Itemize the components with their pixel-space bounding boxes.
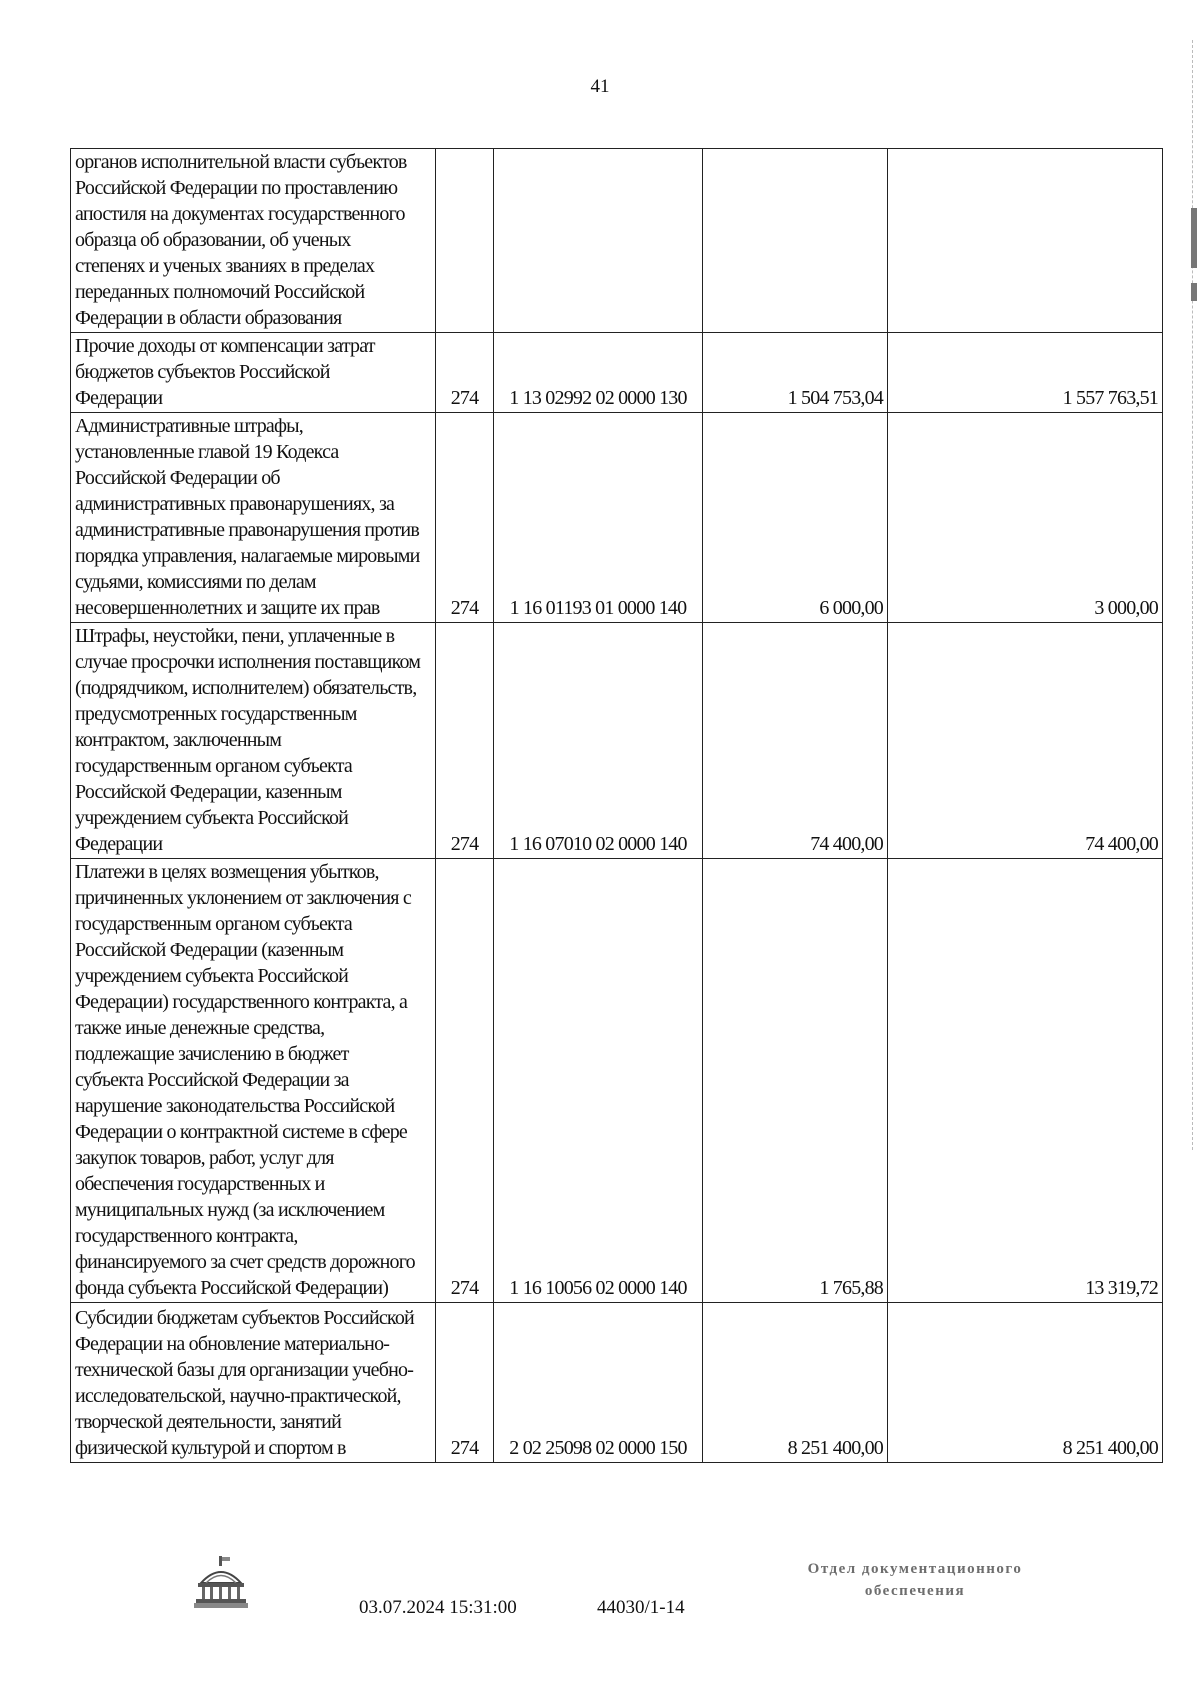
row-classification-code: 2 02 25098 02 0000 150	[494, 1303, 703, 1463]
stamp-line: Отдел документационного	[807, 1561, 1023, 1577]
row-description: Штрафы, неустойки, пени, уплаченные в случае просрочки исполнения поставщиком (подрядчиком, исполнителем) обязательств, предусмотренных государственным контрактом, заключенным государственным органом субъекта Российской Федерации, казенным учреждением субъекта Российской Федерации	[71, 623, 436, 859]
row-description: Платежи в целях возмещения убытков, причиненных уклонением от заключения с государственным органом субъекта Российской Федерации (казенным учреждением субъекта Российской Федерации) государственного контракта, а также иные денежные средства, подлежащие зачислению в бюджет субъекта Российской Федерации за нарушение законодательства Российской Федерации о контрактной системе в сфере закупок товаров, работ, услуг для обеспечения государственных и муниципальных нужд (за исключением государственного контракта, финансируемого за счет средств дорожного фонда субъекта Российской Федерации)	[71, 859, 436, 1303]
row-classification-code: 1 16 07010 02 0000 140	[494, 623, 703, 859]
row-value-2: 13 319,72	[888, 859, 1163, 1303]
scan-edge-artifact	[1192, 40, 1195, 1150]
row-admin-code	[436, 149, 494, 333]
row-classification-code	[494, 149, 703, 333]
row-value-1: 74 400,00	[703, 623, 888, 859]
row-admin-code: 274	[436, 859, 494, 1303]
row-value-2: 8 251 400,00	[888, 1303, 1163, 1463]
row-classification-code: 1 13 02992 02 0000 130	[494, 333, 703, 413]
table-row	[71, 859, 1163, 1303]
scan-edge-artifact	[1191, 283, 1197, 301]
row-description: Субсидии бюджетам субъектов Российской Федерации на обновление материально- технической базы для организации учебно- исследовательской, научно-практической, творческой деятельности, занятий физической культурой и спортом в	[71, 1303, 436, 1463]
footer-document-number: 44030/1-14	[597, 1597, 685, 1618]
duma-emblem-icon	[192, 1555, 250, 1611]
table-row	[71, 333, 1163, 413]
row-classification-code: 1 16 10056 02 0000 140	[494, 859, 703, 1303]
row-value-1: 1 765,88	[703, 859, 888, 1303]
stamp-line: обеспечения	[864, 1583, 966, 1599]
table-row	[71, 149, 1163, 333]
row-value-2: 74 400,00	[888, 623, 1163, 859]
table-row	[71, 623, 1163, 859]
revenue-table	[70, 148, 1163, 1463]
row-value-1: 8 251 400,00	[703, 1303, 888, 1463]
table-row	[71, 1303, 1163, 1463]
row-description: Прочие доходы от компенсации затрат бюджетов субъектов Российской Федерации	[71, 333, 436, 413]
scan-edge-artifact	[1191, 208, 1197, 268]
row-value-1: 1 504 753,04	[703, 333, 888, 413]
table-row	[71, 413, 1163, 623]
row-admin-code: 274	[436, 413, 494, 623]
row-description: органов исполнительной власти субъектов Российской Федерации по проставлению апостиля на документах государственного образца об образовании, об ученых степенях и ученых званиях в пределах переданных полномочий Российской Федерации в области образования	[71, 149, 436, 333]
row-value-2	[888, 149, 1163, 333]
row-classification-code: 1 16 01193 01 0000 140	[494, 413, 703, 623]
row-admin-code: 274	[436, 623, 494, 859]
row-value-2: 1 557 763,51	[888, 333, 1163, 413]
footer-datetime: 03.07.2024 15:31:00	[359, 1597, 517, 1618]
page-number: 41	[590, 76, 610, 97]
row-value-1: 6 000,00	[703, 413, 888, 623]
row-value-2: 3 000,00	[888, 413, 1163, 623]
row-admin-code: 274	[436, 1303, 494, 1463]
row-admin-code: 274	[436, 333, 494, 413]
department-stamp	[770, 1558, 1060, 1602]
row-description: Административные штрафы, установленные главой 19 Кодекса Российской Федерации об административных правонарушениях, за административные правонарушения против порядка управления, налагаемые мировыми судьями, комиссиями по делам несовершеннолетних и защите их прав	[71, 413, 436, 623]
row-value-1	[703, 149, 888, 333]
